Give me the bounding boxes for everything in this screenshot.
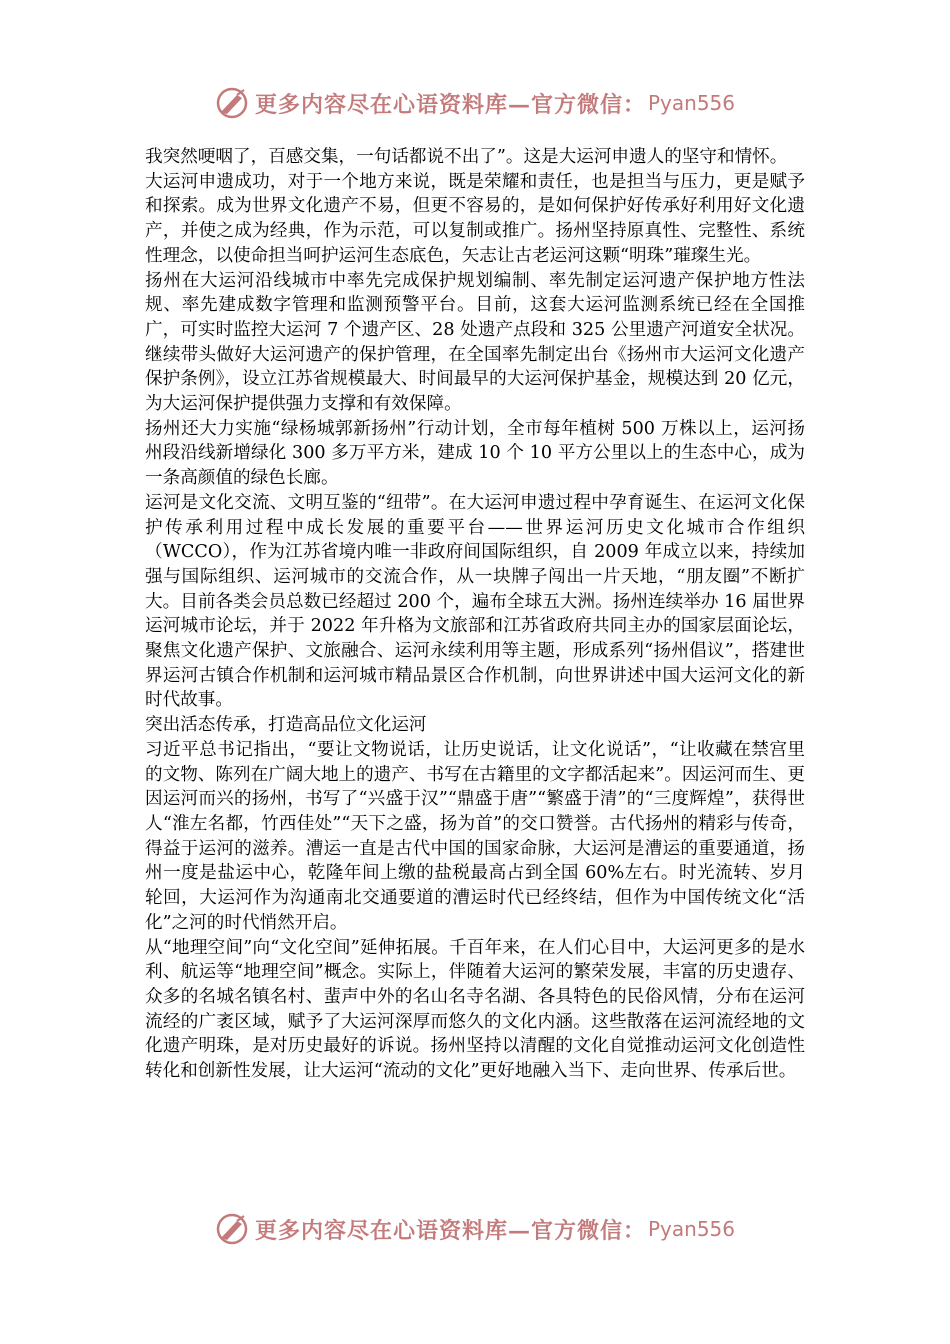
paragraph: 扬州还大力实施“绿杨城郭新扬州”行动计划，全市每年植树 500 万株以上，运河扬州段沿线新增绿化 300 多万平方米，建成 10 个 10 平方公里以上的生态中心，成为一条高颜值的绿色长廊。: [145, 418, 805, 489]
paragraph: 习近平总书记指出，“要让文物说话，让历史说话，让文化说话”，“让收藏在禁宫里的文物、陈列在广阔大地上的遗产、书写在古籍里的文字都活起来”。因运河而生、更因运河而兴的扬州，书写了“兴盛于汉”“鼎盛于唐”“繁盛于清”的“三度辉煌”，获得世人“淮左名都，竹西佳处”“天下之盛，扬为首”的交口赞誉。古代扬州的精彩与传奇，得益于运河的滋养。漕运一直是古代中国的国家命脉，大运河是漕运的重要通道，扬州一度是盐运中心，乾隆年间上缴的盐税最高占到全国 60%左右。时光流转、岁月轮回，大运河作为沟通南北交通要道的漕运时代已经终结，但作为中国传统文化“活化”之河的时代悄然开启。: [145, 739, 805, 933]
paragraph: 扬州在大运河沿线城市中率先完成保护规划编制、率先制定运河遗产保护地方性法规、率先建成数字管理和监测预警平台。目前，这套大运河监测系统已经在全国推广，可实时监控大运河 7 个遗产区、28 处遗产点段和 325 公里遗产河道安全状况。继续带头做好大运河遗产的保护管理，在全国率先制定出台《扬州市大运河文化遗产保护条例》，设立江苏省规模最大、时间最早的大运河保护基金，规模达到 20 亿元，为大运河保护提供强力支撑和有效保障。: [145, 270, 805, 415]
footer-wechat-id: Pyan556: [648, 1217, 736, 1241]
paragraph: 运河是文化交流、文明互鉴的“纽带”。在大运河申遗过程中孕育诞生、在运河文化保护传承利用过程中成长发展的重要平台——世界运河历史文化城市合作组织（WCCO），作为江苏省境内唯一非政府间国际组织，自 2009 年成立以来，持续加强与国际组织、运河城市的交流合作，从一块牌子闯出一片天地，“朋友圈”不断扩大。目前各类会员总数已经超过 200 个，遍布全球五大洲。扬州连续举办 16 届世界运河城市论坛，并于 2022 年升格为文旅部和江苏省政府共同主办的国家层面论坛，聚焦文化遗产保护、文旅融合、运河永续利用等主题，形成系列“扬州倡议”，搭建世界运河古镇合作机制和运河城市精品景区合作机制，向世界讲述中国大运河文化的新时代故事。: [145, 492, 805, 711]
calligraphy-logo-icon: [215, 86, 249, 120]
footer-banner: [0, 1209, 950, 1249]
section-heading: 突出活态传承，打造高品位文化运河: [145, 715, 427, 736]
paragraph: 我突然哽咽了，百感交集，一句话都说不出了”。这是大运河申遗人的坚守和情怀。: [145, 147, 788, 167]
header-wechat-id: Pyan556: [648, 91, 736, 115]
footer-brand-text: 更多内容尽在心语资料库—官方微信：: [254, 1217, 646, 1244]
calligraphy-logo-icon: [215, 1212, 249, 1246]
article-body: [145, 145, 805, 1084]
paragraph: 从“地理空间”向“文化空间”延伸拓展。千百年来，在人们心目中，大运河更多的是水利、航运等“地理空间”概念。实际上，伴随着大运河的繁荣发展，丰富的历史遗存、众多的名城名镇名村、蜚声中外的名山名寺名湖、各具特色的民俗风情，分布在运河流经的广袤区域，赋予了大运河深厚而悠久的文化内涵。这些散落在运河流经地的文化遗产明珠，是对历史最好的诉说。扬州坚持以清醒的文化自觉推动运河文化创造性转化和创新性发展，让大运河“流动的文化”更好地融入当下、走向世界、传承后世。: [145, 937, 805, 1082]
header-brand-text: 更多内容尽在心语资料库—官方微信：: [254, 91, 646, 118]
header-banner: [0, 83, 950, 123]
paragraph: 大运河申遗成功，对于一个地方来说，既是荣耀和责任，也是担当与压力，更是赋予和探索。成为世界文化遗产不易，但更不容易的，是如何保护好传承好利用好文化遗产，并使之成为经典，作为示范，可以复制或推广。扬州坚持原真性、完整性、系统性理念，以使命担当呵护运河生态底色，矢志让古老运河这颗“明珠”璀璨生光。: [145, 171, 805, 266]
